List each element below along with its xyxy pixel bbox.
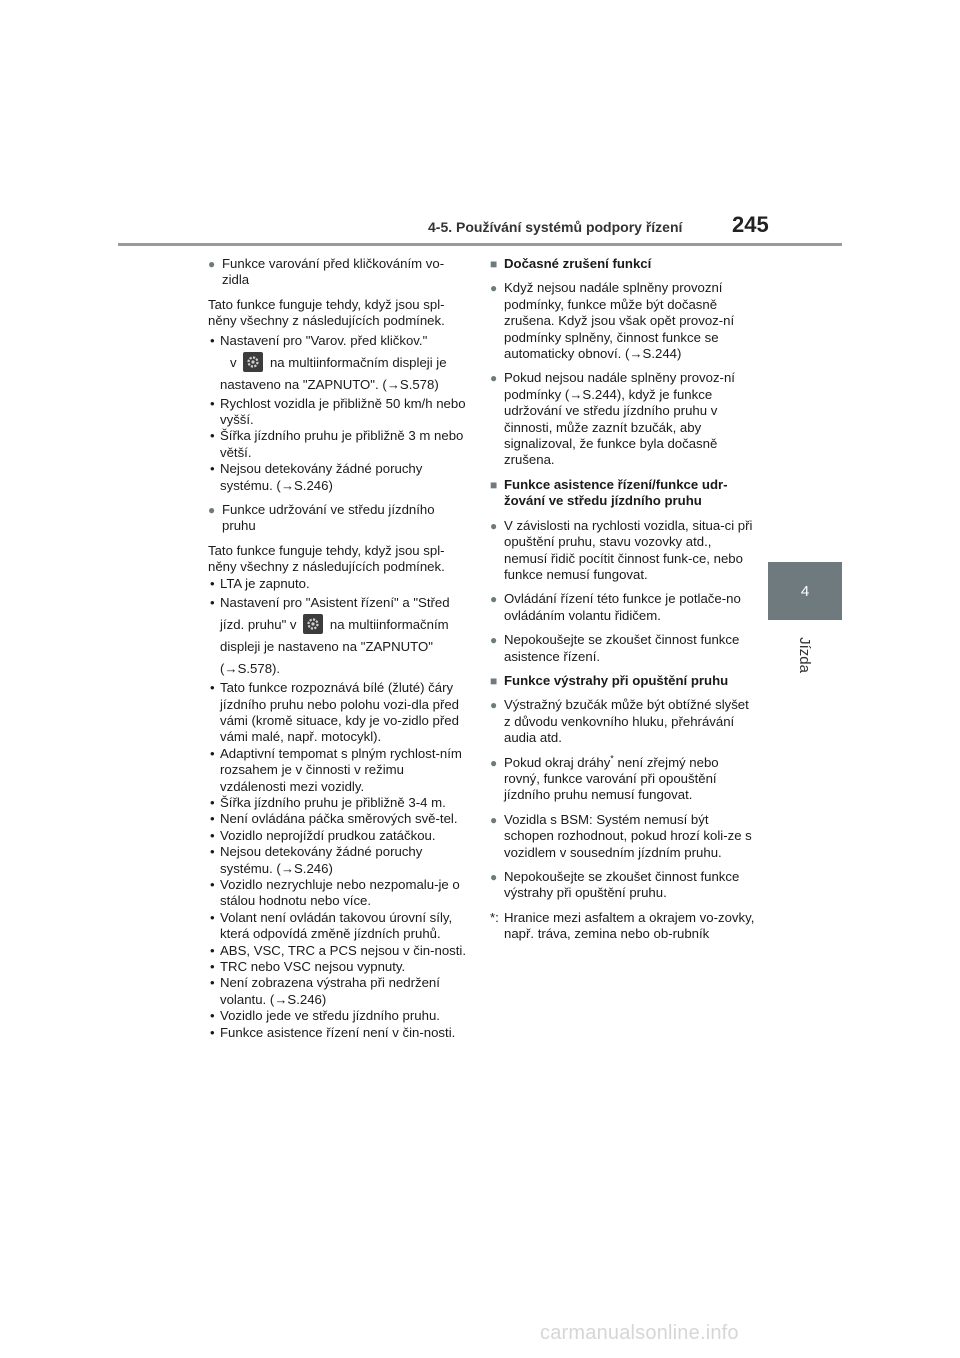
list-item: • ABS, VSC, TRC a PCS nejsou v čin-nosti. <box>210 942 467 958</box>
chapter-label: Jízda <box>796 637 814 673</box>
list-item: • Nejsou detekovány žádné poruchy systému. (→S.246) <box>210 844 423 876</box>
settings-gear-icon <box>303 614 323 634</box>
list-item: • LTA je zapnuto. <box>210 575 310 591</box>
list-item: • Funkce asistence řízení není v čin-nosti. <box>210 1024 456 1040</box>
bullet-item: ● Vozidla s BSM: Systém nemusí být schopen rozhodnout, pokud hrozí koli-ze s vozidlem v sousedním jízdním pruhu. <box>490 811 752 860</box>
square-bullet-icon: ■ <box>490 257 498 271</box>
bullet-item: ● Pokud nejsou nadále splněny provoz-ní podmínky (→S.244), když je funkce udržování ve středu jízdního pruhu v činnosti, může zaznít bzučák, aby signalizoval, že funkce byla dočasně zrušena. <box>490 370 735 468</box>
bullet-dot-icon: ● <box>208 503 216 518</box>
right-column <box>490 256 755 951</box>
list-item: • Tato funkce rozpoznává bílé (žluté) čáry jízdního pruhu nebo polohu vozi-dla před vámi (kromě situace, kdy je vo-zidlo před vámi malé, např. motocykl). <box>210 680 460 745</box>
list-item: • Nejsou detekovány žádné poruchy systému. (→S.246) <box>210 461 423 493</box>
bullet-dot-icon: ● <box>490 698 498 713</box>
bullet-item: ● Ovládání řízení této funkce je potlače-no ovládáním volantu řidičem. <box>490 591 741 623</box>
bullet-dot-icon: ● <box>490 633 498 648</box>
bullet-dot-icon: ● <box>490 518 498 533</box>
bullet-heading: ● Funkce varování před kličkováním vo-zidla <box>208 256 445 288</box>
section-title: 4-5. Používání systémů podpory řízení <box>428 219 683 235</box>
square-bullet-icon: ■ <box>490 477 498 492</box>
bullet-dot-icon: ● <box>490 371 498 386</box>
bullet-dot-icon: ● <box>490 870 498 884</box>
bullet-item: ● Nepokoušejte se zkoušet činnost funkce výstrahy při opuštění pruhu. <box>490 869 740 901</box>
left-column <box>208 256 470 1049</box>
paragraph: Tato funkce funguje tehdy, když jsou spl-něny všechny z následujících podmínek. <box>208 296 445 329</box>
bullet-item: ● Nepokoušejte se zkoušet činnost funkce asistence řízení. <box>490 632 740 664</box>
watermark-url[interactable]: carmanualsonline.info <box>540 1322 739 1344</box>
bullet-item: ● Pokud okraj dráhy* není zřejmý nebo rovný, funkce varování při opouštění jízdního pruhu nemusí fungovat. <box>490 753 719 803</box>
bullet-item: ● V závislosti na rychlosti vozidla, situa-ci při opuštění pruhu, stavu vozovky atd., nemusí řidič pocítit činnost funk-ce, nebo funkce nemusí fungovat. <box>490 517 753 582</box>
bullet-heading: ● Funkce udržování ve středu jízdního pruhu <box>208 502 435 534</box>
bullet-dot-icon: ● <box>490 755 498 770</box>
list-item: • Šířka jízdního pruhu je přibližně 3 m nebo větší. <box>210 428 464 460</box>
square-bullet-icon: ■ <box>490 673 498 688</box>
bullet-dot-icon: ● <box>208 257 216 271</box>
list-item: • Není ovládána páčka směrových svě-tel. <box>210 811 458 827</box>
bullet-dot-icon: ● <box>490 281 498 296</box>
list-item: • Adaptivní tempomat s plným rychlost-ním rozsahem je v činnosti v režimu vzdálenosti mezi vozidly. <box>210 745 462 794</box>
section-heading: ■ Funkce výstrahy při opuštění pruhu <box>490 672 729 688</box>
list-item: • Není zobrazena výstraha při nedržení volantu. (→S.246) <box>210 975 440 1007</box>
page-number: 245 <box>732 212 769 237</box>
list-item: • Nastavení pro "Asistent řízení" a "Střed jízd. pruhu" v na multiinformačním displeji je nastaveno na "ZAPNUTO" (→S.578). <box>210 595 450 677</box>
list-item: • Nastavení pro "Varov. před kličkov." v na multiinformačním displeji je nastaveno na "ZAPNUTO". (→S.578) <box>210 332 447 392</box>
bullet-dot-icon: ● <box>490 812 498 827</box>
section-heading: ■ Dočasné zrušení funkcí <box>490 256 652 271</box>
page-header <box>0 0 960 250</box>
list-item: • Vozidlo jede ve středu jízdního pruhu. <box>210 1008 440 1024</box>
footnote-marker: * <box>610 753 614 764</box>
bullet-item: ● Výstražný bzučák může být obtížné slyšet z důvodu venkovního hluku, přehrávání audia atd. <box>490 697 749 746</box>
bullet-dot-icon: ● <box>490 592 498 607</box>
settings-gear-icon <box>243 352 263 372</box>
header-divider <box>118 243 842 246</box>
list-item: • TRC nebo VSC nejsou vypnuty. <box>210 959 406 974</box>
chapter-tab[interactable] <box>768 562 842 620</box>
chapter-number: 4 <box>800 582 810 600</box>
bullet-item: ● Když nejsou nadále splněny provozní podmínky, funkce může být dočasně zrušena. Když jsou však opět provoz-ní podmínky splněny, činnost funkce se automaticky obnoví. (→S.244) <box>490 280 735 362</box>
list-item: • Rychlost vozidla je přibližně 50 km/h nebo vyšší. <box>210 395 466 428</box>
paragraph: Tato funkce funguje tehdy, když jsou spl-něny všechny z následujících podmínek. <box>208 542 445 575</box>
section-heading: ■ Funkce asistence řízení/funkce udr-žování ve středu jízdního pruhu <box>490 476 728 509</box>
footnote-label: *: <box>490 909 499 925</box>
list-item: • Vozidlo neprojíždí prudkou zatáčkou. <box>210 827 436 843</box>
list-item: • Šířka jízdního pruhu je přibližně 3-4 m. <box>210 794 446 810</box>
list-item: • Volant není ovládán takovou úrovní síly, která odpovídá změně jízdních pruhů. <box>210 909 453 942</box>
list-item: • Vozidlo nezrychluje nebo nezpomalu-je o stálou hodnotu nebo více. <box>210 876 460 909</box>
footnote: *: Hranice mezi asfaltem a okrajem vo-zovky, např. tráva, zemina nebo ob-rubník <box>490 909 755 942</box>
